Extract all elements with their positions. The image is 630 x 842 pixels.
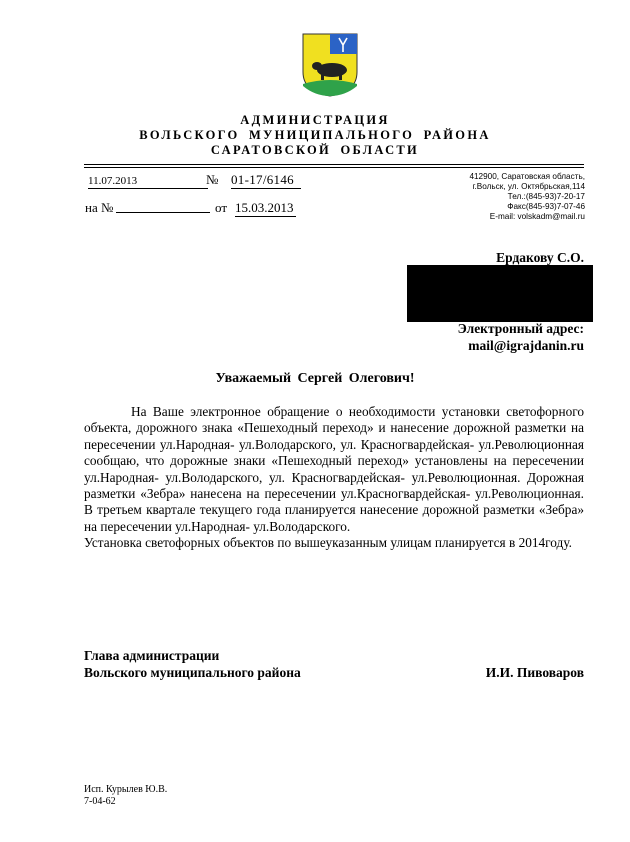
body-paragraph: На Ваше электронное обращение о необходимости установки светофорного объекта, дорожного знака «Пешеходный переход» и нанесение дорожной разметки на пересечении ул.Народная- ул.Володарского, ул. Красногвардейская- ул.Революционная сообщаю, что дорожные знаки «Пешеходный переход» установлены на пересечении ул.Народная- ул.Володарского, ул. Красногвардейская- ул.Революционная. Дорожная разметки «Зебра» нанесена на пересечении ул.Красногвардейская- ул.Революционная. В третьем квартале текущего года планируется нанесение дорожной разметки «Зебра» на пересечении ул.Народная- ул.Володарского. bbox=[84, 404, 584, 534]
body-paragraph: Установка светофорных объектов по вышеуказанным улицам планируется в 2014году. bbox=[84, 535, 572, 551]
redaction-block bbox=[407, 265, 593, 322]
header-divider bbox=[84, 164, 584, 165]
address-line: г.Вольск, ул. Октябрьская,114 bbox=[472, 182, 585, 191]
executor-phone: 7-04-62 bbox=[84, 796, 116, 807]
incoming-date-label: от bbox=[215, 200, 228, 215]
org-name-line-1: АДМИНИСТРАЦИЯ bbox=[240, 113, 390, 127]
incoming-number-label: на № bbox=[85, 200, 114, 215]
email-label: Электронный адрес: bbox=[457, 321, 584, 336]
address-line: E-mail: volskadm@mail.ru bbox=[489, 212, 585, 221]
organization-address bbox=[440, 172, 585, 222]
address-line: Тел.:(845-93)7-20-17 bbox=[507, 192, 585, 201]
letter-body bbox=[84, 404, 584, 552]
signer-title: Вольского муниципального района bbox=[84, 665, 301, 680]
address-line: 412900, Саратовская область, bbox=[469, 172, 585, 181]
incoming-number-blank bbox=[116, 212, 210, 213]
greeting: Уважаемый Сергей Олегович! bbox=[215, 371, 415, 386]
recipient-email: mail@igrajdanin.ru bbox=[468, 338, 584, 353]
coat-of-arms-icon bbox=[301, 32, 359, 98]
header-divider bbox=[84, 167, 584, 168]
signer-name: И.И. Пивоваров bbox=[485, 665, 584, 680]
recipient-name: Ердакову С.О. bbox=[496, 250, 584, 265]
outgoing-number: 01-17/6146 bbox=[231, 172, 301, 189]
outgoing-date: 11.07.2013 bbox=[88, 175, 208, 189]
address-line: Факс(845-93)7-07-46 bbox=[507, 202, 585, 211]
number-sign: № bbox=[206, 172, 219, 187]
incoming-date: 15.03.2013 bbox=[235, 200, 294, 215]
executor-name: Исп. Курылев Ю.В. bbox=[84, 784, 168, 795]
org-name-line-2: ВОЛЬСКОГО МУНИЦИПАЛЬНОГО РАЙОНА bbox=[139, 128, 491, 142]
signer-title: Глава администрации bbox=[84, 648, 220, 663]
org-name-line-3: САРАТОВСКОЙ ОБЛАСТИ bbox=[210, 143, 420, 157]
